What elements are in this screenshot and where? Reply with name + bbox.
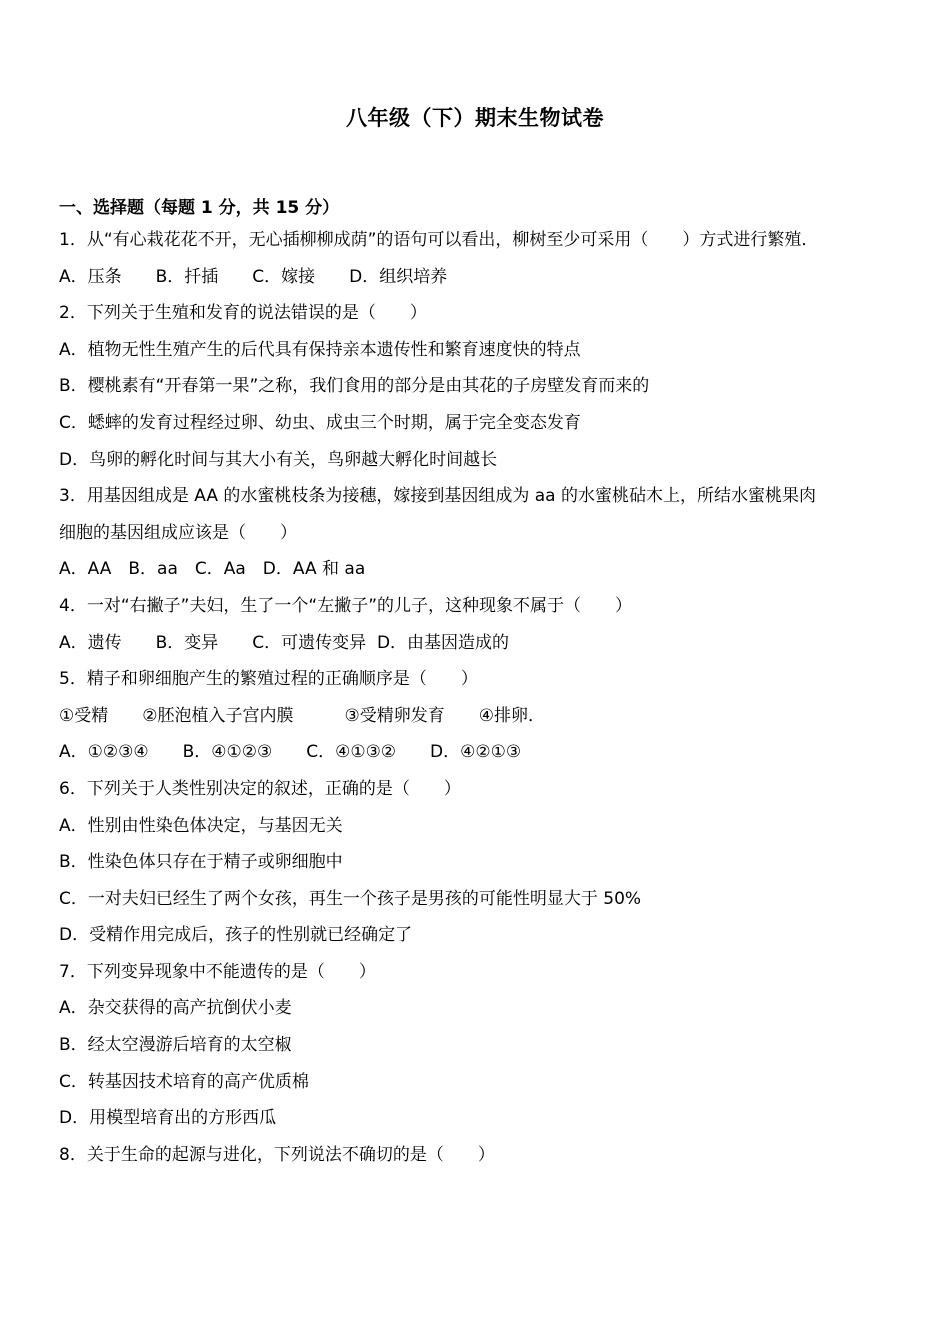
option-line: B．经太空漫游后培育的太空椒 (59, 1035, 292, 1056)
question-line: 8．关于生命的起源与进化，下列说法不确切的是（ ） (59, 1144, 495, 1165)
option-line: C．转基因技术培育的高产优质棉 (59, 1071, 309, 1092)
option-line: A．压条 B．扦插 C．嫁接 D．组织培养 (59, 266, 448, 287)
question-line: 6．下列关于人类性别决定的叙述，正确的是（ ） (59, 778, 461, 799)
option-line: C．一对夫妇已经生了两个女孩，再生一个孩子是男孩的可能性明显大于 50% (59, 888, 642, 909)
question-line: 3．用基因组成是 AA 的水蜜桃枝条为接穗，嫁接到基因组成为 aa 的水蜜桃砧木上，所结水蜜桃果肉 (59, 486, 816, 507)
question-line: 7．下列变异现象中不能遗传的是（ ） (59, 961, 376, 982)
option-line: D．用模型培育出的方形西瓜 (59, 1108, 277, 1129)
option-line: A．遗传 B．变异 C．可遗传变异 D．由基因造成的 (59, 632, 510, 653)
question-line: 1．从“有心栽花花不开，无心插柳柳成荫”的语句可以看出，柳树至少可采用（ ）方式进行繁殖． (59, 230, 819, 250)
option-line: D．鸟卵的孵化时间与其大小有关，鸟卵越大孵化时间越长 (59, 449, 498, 470)
question-lines (59, 227, 919, 1178)
option-line: D．受精作用完成后，孩子的性别就已经确定了 (59, 925, 413, 946)
option-line: A．植物无性生殖产生的后代具有保持亲本遗传性和繁育速度快的特点 (59, 339, 581, 360)
option-line: A．性别由性染色体决定，与基因无关 (59, 815, 343, 836)
exam-title: 八年级（下）期末生物试卷 (346, 106, 604, 130)
option-line: A．AA B．aa C．Aa D．AA 和 aa (59, 559, 366, 580)
option-line: B．樱桃素有“开春第一果”之称，我们食用的部分是由其花的子房壁发育而来的 (59, 376, 650, 397)
option-line: C．蟋蟀的发育过程经过卵、幼虫、成虫三个时期，属于完全变态发育 (59, 412, 581, 433)
question-line: 4．一对“右撇子”夫妇，生了一个“左撇子”的儿子，这种现象不属于（ ） (59, 595, 633, 616)
question-line-continued: 细胞的基因组成应该是（ ） (59, 522, 297, 543)
section-heading: 一、选择题（每题 1 分，共 15 分） (59, 198, 340, 218)
option-line: A．①②③④ B．④①②③ C．④①③② D．④②①③ (59, 742, 522, 763)
sequence-items-line: ①受精 ②胚泡植入子宫内膜 ③受精卵发育 ④排卵． (59, 705, 545, 726)
question-line: 5．精子和卵细胞产生的繁殖过程的正确顺序是（ ） (59, 669, 478, 690)
option-line: A．杂交获得的高产抗倒伏小麦 (59, 998, 292, 1019)
option-line: B．性染色体只存在于精子或卵细胞中 (59, 852, 343, 873)
question-line: 2．下列关于生殖和发育的说法错误的是（ ） (59, 303, 427, 324)
